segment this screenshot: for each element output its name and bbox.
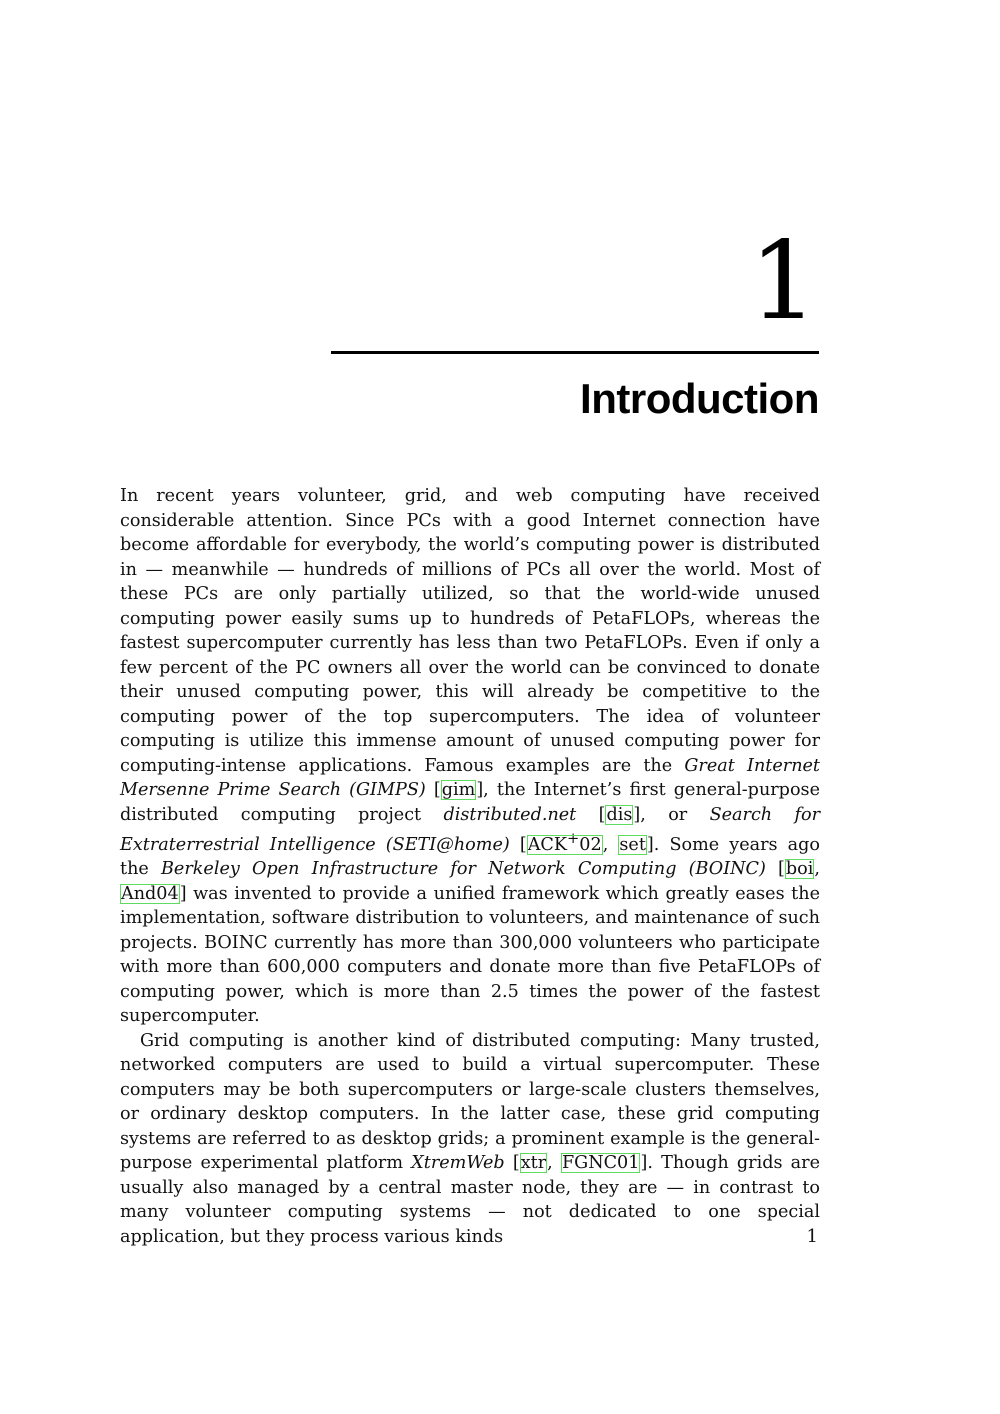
citation-link-fgnc01[interactable]: FGNC01 (561, 1153, 640, 1174)
chapter-title: Introduction (580, 375, 819, 422)
text-run: , (547, 1153, 561, 1174)
citation-link-gim[interactable]: gim (441, 780, 476, 800)
citation-link-boi[interactable]: boi (785, 859, 814, 880)
page-number: 1 (806, 1226, 818, 1247)
text-run: Grid computing is another kind of distributed computing: Many trusted, networked computers are used to build a virtual supercomputer. These computers may be both supercomputers or large-scale clusters themselves, or ordinary desktop computers. In the latter case, these grid computing systems are referred to as desktop grids; a prominent example is the general-purpose experimental platform (120, 1030, 820, 1174)
citation-sup: + (567, 830, 580, 847)
text-run: ]. Though grids are usually also managed by a central master node, they are — in contrast to many volunteer computing systems — not dedicated to one special application, but they process various kinds (120, 1153, 820, 1247)
text-run: ], or (633, 804, 710, 825)
citation-link-and04[interactable]: And04 (121, 883, 179, 904)
citation-text: 02 (579, 834, 602, 855)
paragraph-1 (120, 484, 820, 1029)
italic-term-distributed-net: distributed.net (443, 804, 577, 825)
text-run: In recent years volunteer, grid, and web computing have received considerable attention. Since PCs with a good Internet connection have become affordable for everybody, the world’s computing power is distributed in — meanwhile — hundreds of millions of PCs all over the world. Most of these PCs are only partially utilized, so that the world-wide unused computing power easily sums up to hundreds of PetaFLOPs, whereas the fastest supercomputer currently has less than two PetaFLOPs. Even if only a few percent of the PC owners all over the world can be convinced to donate their unused computing power, this will already be competitive to the computing power of the top supercomputers. The idea of volunteer computing is utilize this immense amount of unused computing power for computing-intense applications. Famous examples are the (120, 486, 820, 776)
italic-term-boinc: Berkeley Open Infrastructure for Network Computing (BOINC) (161, 859, 766, 880)
chapter-number: 1 (749, 219, 818, 344)
text-run: [ (504, 1153, 520, 1174)
paragraph-2 (120, 1029, 820, 1250)
body-text (120, 484, 820, 1249)
citation-link-xtr[interactable]: xtr (520, 1153, 547, 1174)
citation-link-set[interactable]: set (619, 834, 646, 855)
text-run: [ (425, 780, 441, 800)
citation-link-ack02[interactable] (527, 830, 603, 855)
chapter-rule (331, 351, 819, 354)
citation-text: ACK (527, 834, 568, 855)
text-run: [ (765, 859, 785, 880)
italic-term-gimps: Great Internet Mersenne Prime Search (GIMPS) (120, 755, 821, 800)
text-run: [ (509, 834, 527, 855)
text-run: ], the Internet’s first general-purpose distributed computing project (120, 780, 820, 825)
text-run: , (814, 859, 820, 880)
text-run: [ (576, 804, 606, 825)
text-run: ]. Some years ago the (120, 834, 820, 880)
citation-link-dis[interactable]: dis (606, 804, 633, 825)
text-run: , (602, 834, 619, 855)
text-run: ] was invented to provide a unified framework which greatly eases the implementation, software distribution to volunteers, and maintenance of such projects. BOINC currently has more than 300,000 volunteers who participate with more than 600,000 computers and donate more than five PetaFLOPs of computing power, which is more than 2.5 times the power of the fastest supercomputer. (120, 883, 820, 1027)
italic-term-xtremweb: XtremWeb (411, 1153, 505, 1174)
italic-term-seti: Search for Extraterrestrial Intelligence (SETI@home) (120, 804, 820, 855)
